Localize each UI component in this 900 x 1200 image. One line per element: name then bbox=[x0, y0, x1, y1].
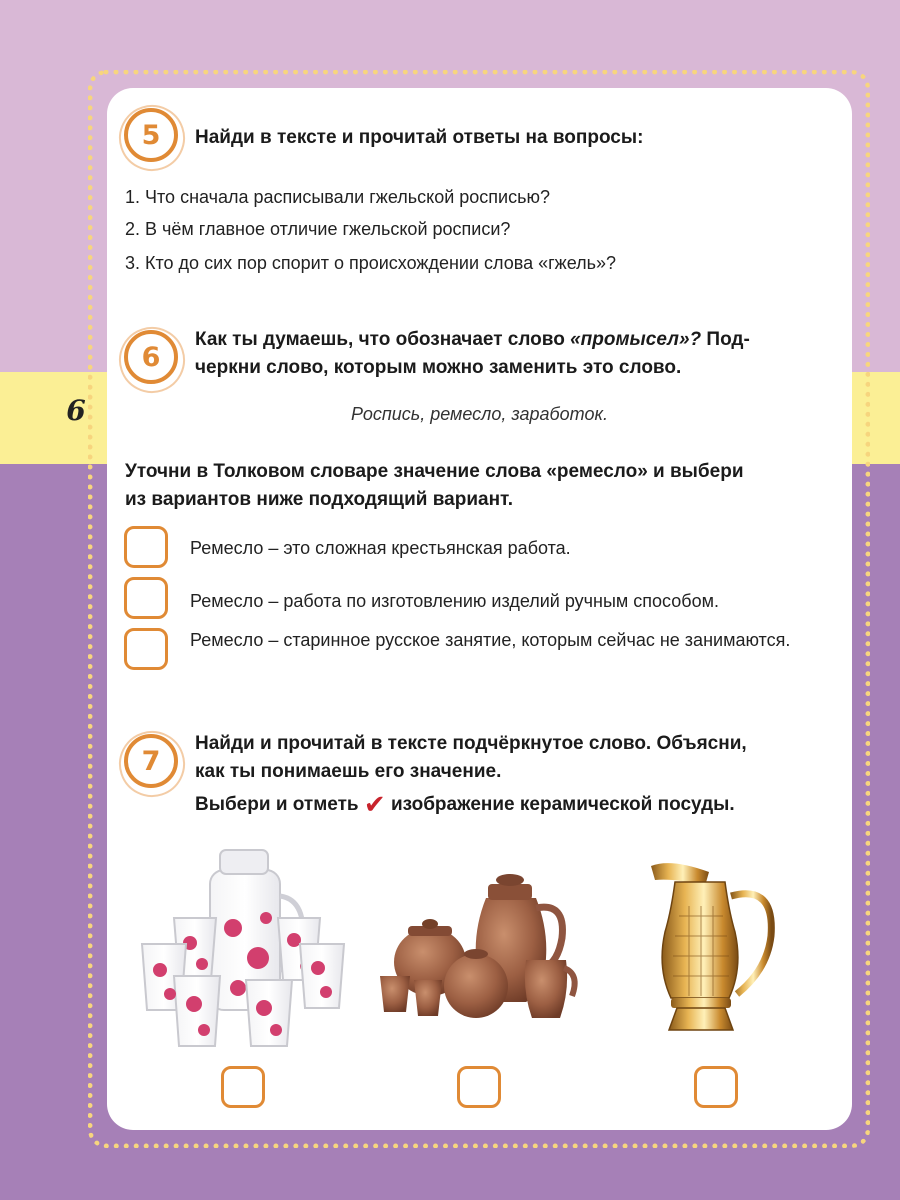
word-choices: Роспись, ремесло, заработок. bbox=[351, 404, 608, 424]
task-5-title: Найди в тексте и прочитай ответы на вопросы: bbox=[195, 127, 644, 148]
option-1-checkbox[interactable] bbox=[124, 526, 168, 568]
image-2-checkbox[interactable] bbox=[457, 1066, 501, 1108]
option-3-label: Ремесло – старинное русское занятие, которым сейчас не занимаются. bbox=[190, 630, 791, 650]
clay-pottery-image bbox=[378, 868, 583, 1023]
task-6-title-line2: черкни слово, которым можно заменить это слово. bbox=[195, 357, 682, 378]
option-3-checkbox[interactable] bbox=[124, 628, 168, 670]
task-7-title-line1: Найди и прочитай в тексте подчёркнутое слово. Объясни, bbox=[195, 733, 747, 754]
image-3-checkbox[interactable] bbox=[694, 1066, 738, 1108]
dictionary-task bbox=[125, 458, 744, 514]
task-6-title-start: Как ты думаешь, что обозначает слово bbox=[195, 329, 571, 350]
task-7-title-line2: как ты понимаешь его значение. bbox=[195, 761, 502, 782]
glass-jug-set-image bbox=[138, 848, 348, 1048]
option-1-label: Ремесло – это сложная крестьянская работа. bbox=[190, 538, 571, 558]
task-6-title bbox=[195, 326, 841, 382]
dictionary-task-line2: из вариантов ниже подходящий вариант. bbox=[125, 489, 513, 510]
task-7-instruction bbox=[195, 790, 735, 819]
brass-jug-image bbox=[645, 856, 785, 1036]
image-1-checkbox[interactable] bbox=[221, 1066, 265, 1108]
task-5-question-2: 2. В чём главное отличие гжельской росписи? bbox=[125, 219, 511, 239]
task-5-question-1: 1. Что сначала расписывали гжельской росписью? bbox=[125, 187, 550, 207]
task-7-number-badge: 7 bbox=[124, 734, 178, 788]
page-number: 6 bbox=[66, 394, 86, 427]
dictionary-task-line1: Уточни в Толковом словаре значение слова «ремесло» и выбери bbox=[125, 461, 744, 482]
task-7-instruction-start: Выбери и отметь bbox=[195, 794, 359, 815]
task-6-number-badge: 6 bbox=[124, 330, 178, 384]
task-6-title-word: «промысел»? bbox=[570, 329, 702, 350]
task-7-title bbox=[195, 730, 747, 786]
red-check-icon: ✔ bbox=[363, 789, 386, 819]
option-2-label: Ремесло – работа по изготовлению изделий ручным способом. bbox=[190, 591, 719, 611]
task-6-title-end: Под- bbox=[701, 329, 750, 350]
option-2-checkbox[interactable] bbox=[124, 577, 168, 619]
task-7-instruction-end: изображение керамической посуды. bbox=[390, 794, 735, 815]
task-5-number-badge: 5 bbox=[124, 108, 178, 162]
task-5-question-3: 3. Кто до сих пор спорит о происхождении слова «гжель»? bbox=[125, 253, 617, 273]
